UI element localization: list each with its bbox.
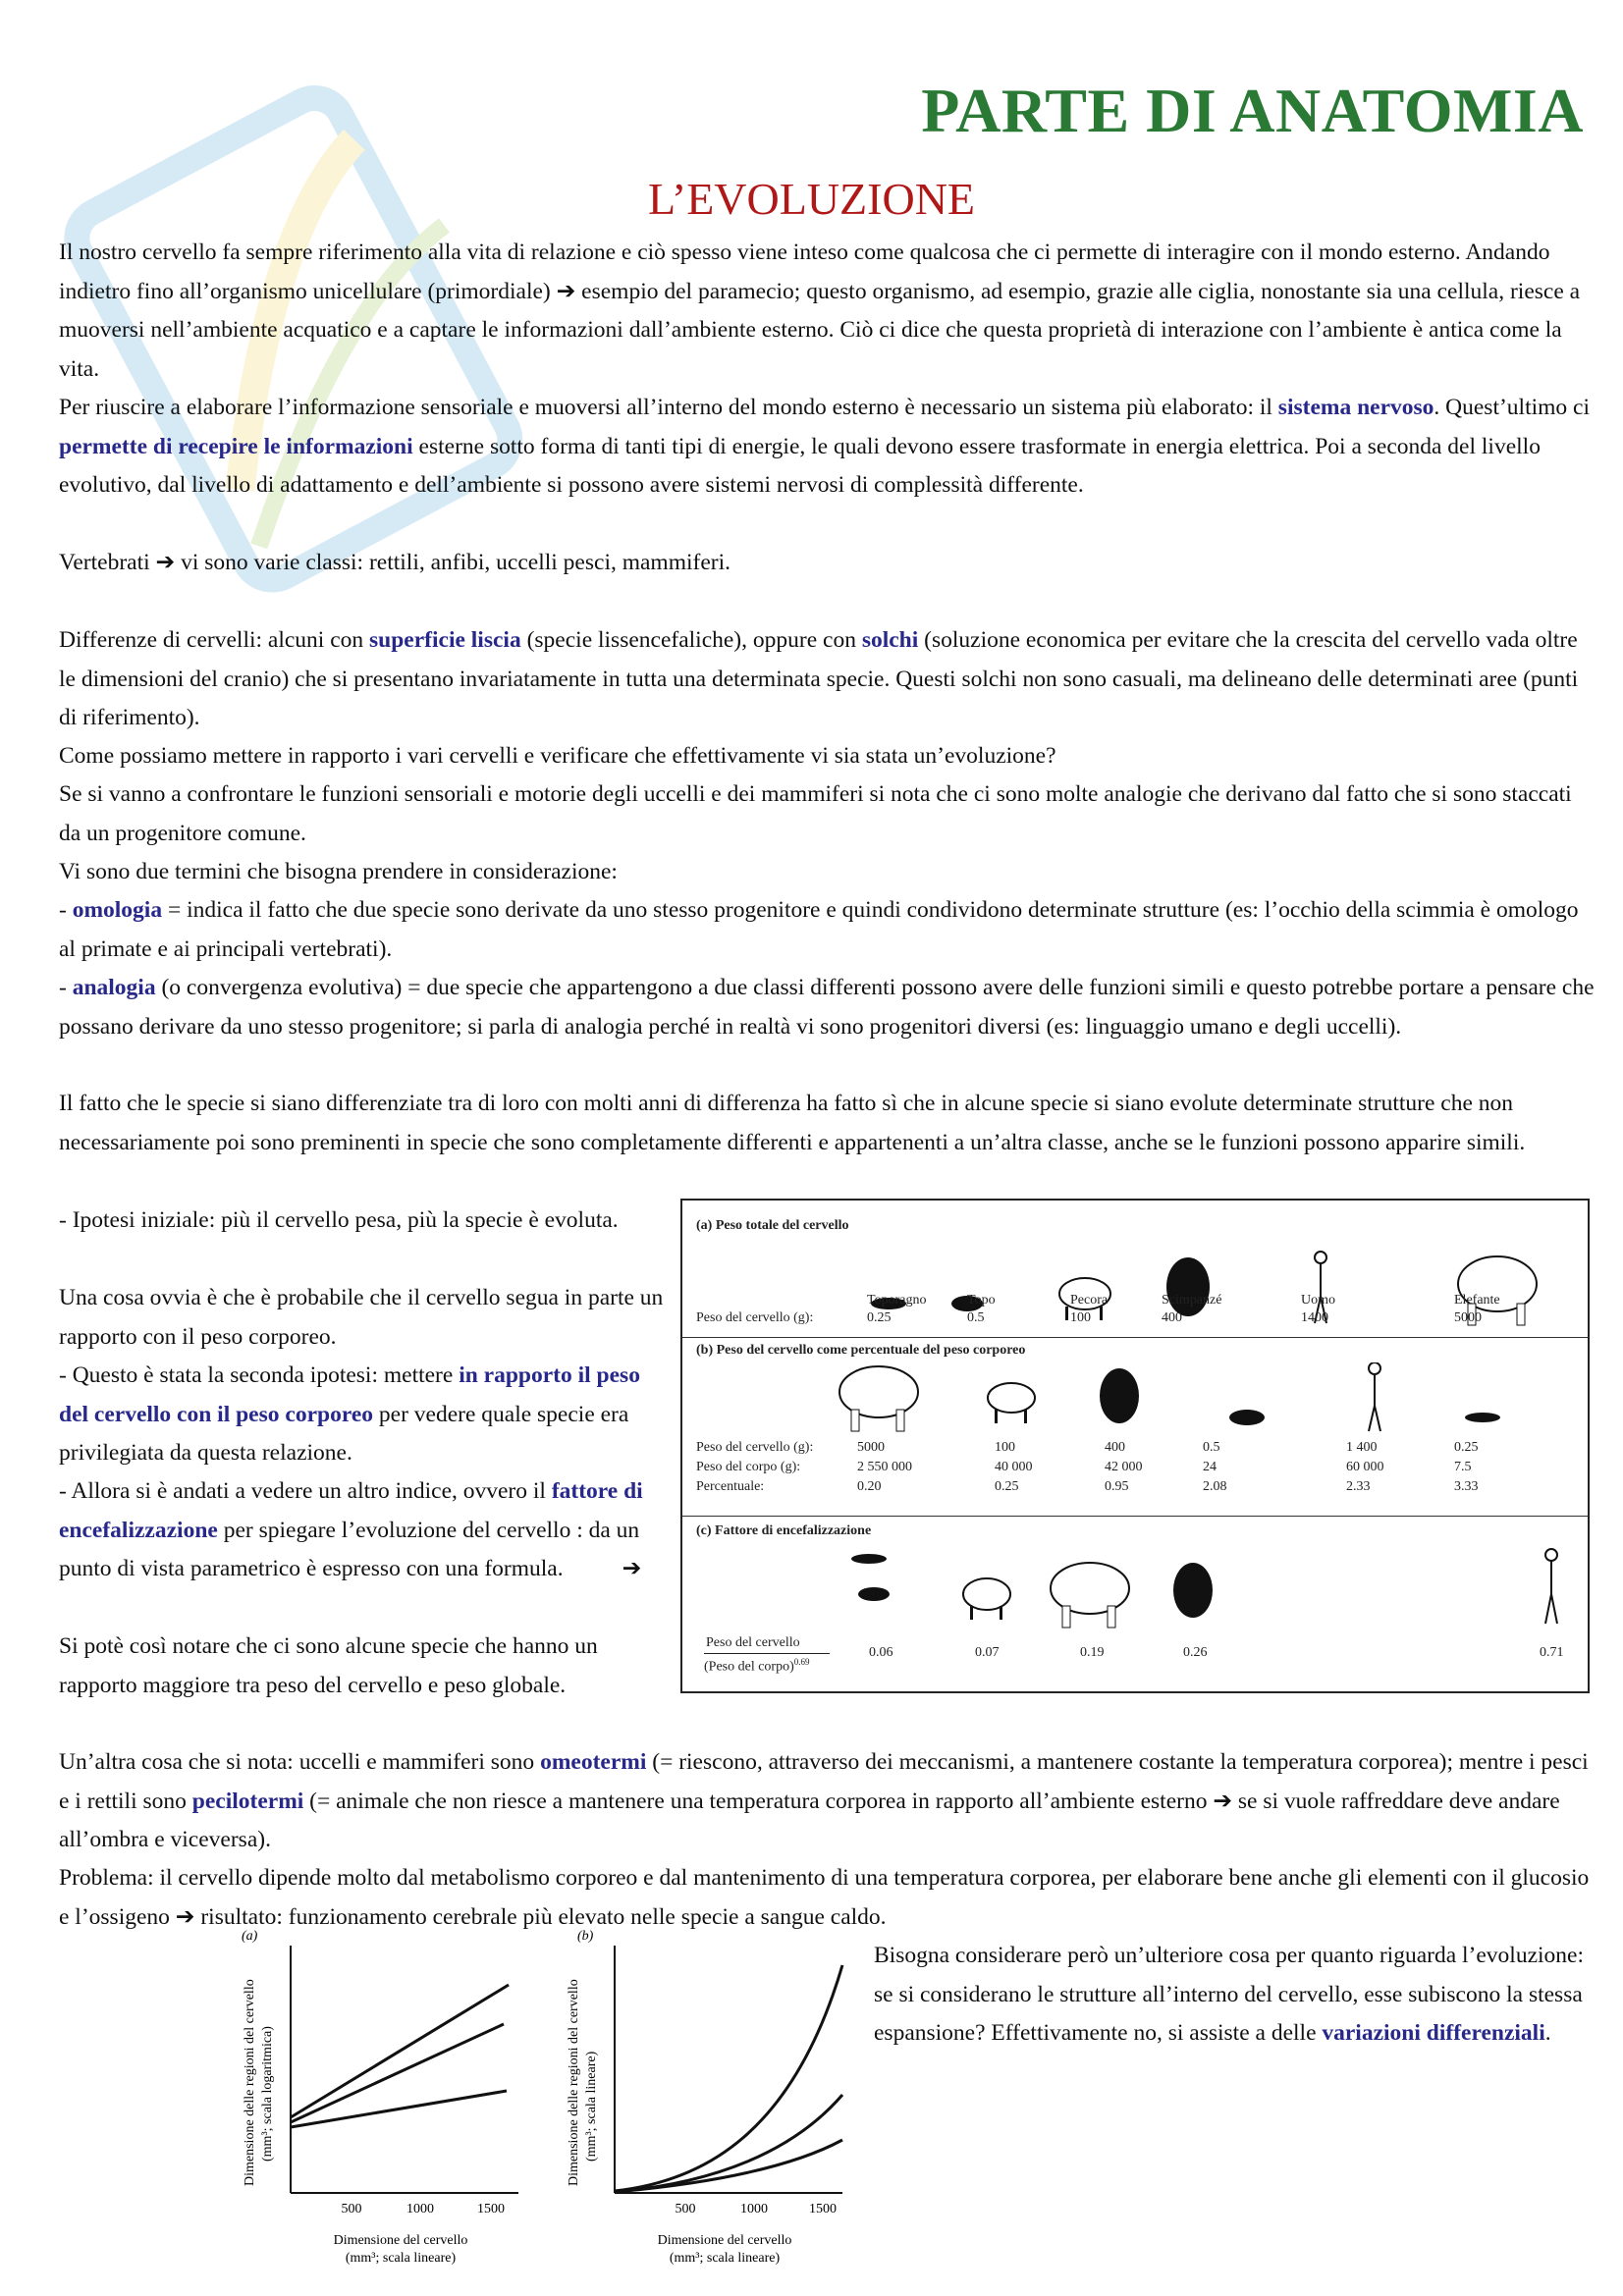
- x-tick-label: 500: [675, 2202, 696, 2216]
- value-cell: 0.95: [1105, 1479, 1129, 1494]
- paragraph-problema: Problema: il cervello dipende molto dal metabolismo corporeo e dal mantenimento di una temperatura corporea, per elaborare bene anche gli elementi con il glucosio e l’ossigeno ➔ risultato: funzionamento cerebrale più elevato nelle specie a sangue caldo.: [59, 1865, 1590, 1930]
- text: per spiegare l’evoluzione del cervello : da un punto di vista parametrico è espresso con una formula.: [59, 1517, 640, 1581]
- highlight-analogia: analogia: [72, 975, 156, 1000]
- paragraph-analogia: [59, 969, 1596, 1046]
- paragraph-omologia: [59, 891, 1596, 969]
- x-axis-label: Dimensione del cervello: [657, 2233, 792, 2248]
- paragraph-seconda-ipotesi: [59, 1357, 673, 1473]
- value-cell: 400: [1162, 1310, 1182, 1325]
- series-line: [291, 2024, 504, 2122]
- x-axis-label: (mm³; scala lineare): [669, 2251, 781, 2266]
- sheep-icon: [963, 1578, 1010, 1620]
- highlight-omologia: omologia: [72, 897, 163, 923]
- text: (o convergenza evolutiva) = due specie che appartengono a due classi differenti possono avere delle funzioni simili e questo potrebbe portare a pensare che possano derivare da uno stesso progenitore; si parla di analogia perché in realtà vi sono progenitori diversi (es: linguaggio umano e degli uccelli).: [59, 975, 1595, 1040]
- x-tick-label: 1500: [809, 2202, 837, 2216]
- highlight-solchi: solchi: [861, 627, 919, 653]
- species-label: Pecora: [1070, 1293, 1109, 1308]
- arrow-icon: ➔: [622, 1556, 642, 1581]
- text: (= riescono, attraverso dei meccanismi, a mantenere costante la temperatura corporea); mentre i pesci e i rettili sono: [59, 1749, 1589, 1814]
- chimp-icon: [1173, 1563, 1213, 1618]
- shrew-icon: [851, 1554, 887, 1564]
- y-axis-label: (mm³; scala lineare): [584, 2051, 599, 2162]
- value-cell: 0.06: [869, 1645, 893, 1660]
- value-cell: 0.25: [995, 1479, 1019, 1494]
- graph-right: [558, 1926, 862, 2274]
- paragraph-ipotesi-iniziale: - Ipotesi iniziale: più il cervello pesa, più la specie è evoluta.: [59, 1207, 619, 1233]
- value-cell: 1 400: [1346, 1440, 1378, 1455]
- paragraph-confronto: Se si vanno a confrontare le funzioni sensoriali e motorie degli uccelli e dei mammiferi si nota che ci sono molte analogie che derivano dal fatto che si sono staccati da un progenitore comune.: [59, 781, 1572, 846]
- value-cell: 0.5: [967, 1310, 985, 1325]
- paragraph-rapporto-maggiore: Si potè così notare che ci sono alcune specie che hanno un rapporto maggiore tra peso del cervello e peso globale.: [59, 1633, 598, 1698]
- y-axis-label: (mm³; scala logaritmica): [260, 2026, 275, 2162]
- highlight-fattore-encefalizzazione: fattore di encefalizzazione: [59, 1478, 643, 1543]
- value-cell: 7.5: [1454, 1460, 1472, 1474]
- chimp-icon: [1100, 1368, 1139, 1423]
- text: Differenze di cervelli: alcuni con: [59, 627, 370, 653]
- species-label: Toporagno: [867, 1293, 927, 1308]
- x-tick-label: 1000: [740, 2202, 768, 2216]
- highlight-pecilotermi: pecilotermi: [191, 1788, 304, 1814]
- panel-a-row-label: Peso del cervello (g):: [696, 1310, 814, 1325]
- y-axis-label: Dimensione delle regioni del cervello: [243, 1979, 257, 2186]
- graph-left: [234, 1926, 538, 2274]
- text: -: [59, 897, 73, 923]
- paragraph-termini: Vi sono due termini che bisogna prendere in considerazione:: [59, 859, 618, 884]
- highlight-rapporto-peso: in rapporto il peso del cervello con il peso corporeo: [59, 1362, 640, 1427]
- panel-a-title: (a) Peso totale del cervello: [696, 1218, 849, 1233]
- highlight-variazioni-differenziali: variazioni differenziali: [1322, 2020, 1545, 2046]
- species-label: Topo: [967, 1293, 996, 1308]
- section-title: L’EVOLUZIONE: [648, 174, 976, 224]
- value-cell: 60 000: [1346, 1460, 1384, 1474]
- row-label: Peso del corpo (g):: [696, 1460, 801, 1474]
- value-cell: 2.33: [1346, 1479, 1371, 1494]
- paragraph-nervous-system: [59, 389, 1596, 506]
- value-cell: 0.25: [867, 1310, 892, 1325]
- paragraph-encefalizzazione: [59, 1472, 673, 1589]
- panel-b: [682, 1337, 1588, 1517]
- value-cell: 5000: [857, 1440, 885, 1455]
- formula-denominator: [704, 1657, 810, 1676]
- value-cell: 1400: [1301, 1310, 1328, 1325]
- paragraph-variazioni: [874, 1937, 1591, 2054]
- formula-fraction-bar: [704, 1653, 830, 1654]
- species-label: Scimpanzé: [1162, 1293, 1222, 1308]
- text: .: [1544, 2020, 1551, 2046]
- elephant-icon: [1051, 1563, 1129, 1628]
- value-cell: 2.08: [1203, 1479, 1227, 1494]
- value-cell: 400: [1105, 1440, 1125, 1455]
- species-label: Elefante: [1454, 1293, 1500, 1308]
- value-cell: 0.07: [975, 1645, 1000, 1660]
- text: Per riuscire a elaborare l’informazione sensoriale e muoversi all’interno del mondo esterno è necessario un sistema più elaborato: il: [59, 395, 1278, 420]
- value-cell: 24: [1203, 1460, 1217, 1474]
- text: Un’altra cosa che si nota: uccelli e mammiferi sono: [59, 1749, 541, 1775]
- panel-c-title: (c) Fattore di encefalizzazione: [696, 1523, 872, 1538]
- panel-a: [682, 1201, 1588, 1338]
- value-cell: 2 550 000: [857, 1460, 912, 1474]
- paragraph-vertebrati: Vertebrati ➔ vi sono varie classi: rettili, anfibi, uccelli pesci, mammiferi.: [59, 550, 731, 575]
- value-cell: 100: [995, 1440, 1015, 1455]
- text: (soluzione economica per evitare che la crescita del cervello vada oltre le dimensioni del cranio) che si presentano invariatamente in tutta una determinata specie. Questi solchi non sono casuali, ma delineano delle determinati aree (punti di riferimento).: [59, 627, 1579, 730]
- panel-c: [682, 1516, 1588, 1690]
- mouse-icon: [1229, 1410, 1265, 1425]
- paragraph-peso-corporeo: Una cosa ovvia è che è probabile che il cervello segua in parte un rapporto con il peso corporeo.: [59, 1285, 664, 1350]
- text: per vedere quale specie era privilegiata da questa relazione.: [59, 1401, 629, 1466]
- x-tick-label: 500: [341, 2202, 362, 2216]
- text: - Questo è stata la seconda ipotesi: mettere: [59, 1362, 460, 1388]
- x-tick-label: 1000: [406, 2202, 434, 2216]
- panel-c-animals: [839, 1545, 1586, 1633]
- page-title: PARTE DI ANATOMIA: [921, 76, 1584, 145]
- graph-label: (b): [577, 1929, 594, 1944]
- text: = indica il fatto che due specie sono derivate da uno stesso progenitore e quindi condividono determinate strutture (es: l’occhio della scimmia è omologo al primate e ai principali vertebrati).: [59, 897, 1579, 962]
- text: . Quest’ultimo ci: [1434, 395, 1591, 420]
- graph-label: (a): [242, 1929, 258, 1944]
- species-label: Uomo: [1301, 1293, 1335, 1308]
- y-axis-label: Dimensione delle regioni del cervello: [567, 1979, 581, 2186]
- formula-exponent: 0.69: [793, 1657, 810, 1667]
- sheep-icon: [988, 1383, 1035, 1423]
- value-cell: 0.25: [1454, 1440, 1479, 1455]
- human-icon: [1369, 1362, 1380, 1431]
- formula-denominator-text: (Peso del corpo): [704, 1659, 794, 1675]
- value-cell: 0.5: [1203, 1440, 1220, 1455]
- x-tick-label: 1500: [477, 2202, 505, 2216]
- x-axis-label: Dimensione del cervello: [333, 2233, 468, 2248]
- highlight-sistema-nervoso: sistema nervoso: [1277, 395, 1434, 420]
- row-label: Percentuale:: [696, 1479, 765, 1494]
- x-axis-label: (mm³; scala lineare): [345, 2251, 457, 2266]
- elephant-icon: [839, 1366, 918, 1431]
- value-cell: 0.71: [1540, 1645, 1564, 1660]
- value-cell: 0.20: [857, 1479, 882, 1494]
- panel-b-animals: [830, 1362, 1576, 1433]
- highlight-superficie-liscia: superficie liscia: [369, 627, 521, 653]
- value-cell: 0.26: [1183, 1645, 1208, 1660]
- text: (= animale che non riesce a mantenere una temperatura corporea in rapporto all’ambiente esterno ➔ se si vuole raffreddare deve andare all’ombra e viceversa).: [59, 1788, 1560, 1852]
- paragraph-omeotermi: [59, 1743, 1596, 1860]
- value-cell: 3.33: [1454, 1479, 1479, 1494]
- value-cell: 100: [1070, 1310, 1091, 1325]
- mouse-icon: [858, 1587, 890, 1601]
- row-label: Peso del cervello (g):: [696, 1440, 814, 1455]
- text: -: [59, 975, 73, 1000]
- value-cell: 5000: [1454, 1310, 1482, 1325]
- paragraph-intro: Il nostro cervello fa sempre riferimento alla vita di relazione e ciò spesso viene inteso come qualcosa che ci permette di interagire con il mondo esterno. Andando indietro fino all’organismo unicellulare (primordiale) ➔ esempio del paramecio; questo organismo, ad esempio, grazie alle ciglia, nonostante sia una cellula, riesce a muoversi nell’ambiente acquatico e a captare le informazioni dall’ambiente esterno. Ciò ci dice che questa proprietà di interazione con l’ambiente è antica come la vita.: [59, 240, 1581, 382]
- text: esterne sotto forma di tanti tipi di energie, le quali devono essere trasformate in energia elettrica. Poi a seconda del livello evolutivo, dal livello di adattamento e dell’ambiente si possono avere sistemi nervosi di complessità differente.: [59, 433, 1541, 498]
- text: Bisogna considerare però un’ulteriore cosa per quanto riguarda l’evoluzione: se si considerano le strutture all’interno del cervello, esse subiscono la stessa espansione? Effettivamente no, si assiste a delle: [874, 1943, 1585, 2046]
- value-cell: 40 000: [995, 1460, 1033, 1474]
- shrew-icon: [1465, 1413, 1500, 1422]
- panel-b-title: (b) Peso del cervello come percentuale del peso corporeo: [696, 1343, 1026, 1358]
- text: (specie lissencefaliche), oppure con: [520, 627, 862, 653]
- value-cell: 0.19: [1080, 1645, 1105, 1660]
- highlight-omeotermi: omeotermi: [540, 1749, 647, 1775]
- paragraph-differenze: [59, 621, 1596, 738]
- series-curve: [615, 1965, 842, 2191]
- paragraph-question: Come possiamo mettere in rapporto i vari cervelli e verificare che effettivamente vi sia stata un’evoluzione?: [59, 743, 1056, 769]
- formula-numerator: Peso del cervello: [706, 1635, 800, 1650]
- text: - Allora si è andati a vedere un altro indice, ovvero il: [59, 1478, 552, 1504]
- figure-brain-weight: [680, 1199, 1590, 1693]
- paragraph-differenziazione: Il fatto che le specie si siano differenziate tra di loro con molti anni di differenza ha fatto sì che in alcune specie si siano evolute determinate strutture che non necessariamente poi sono preminenti in specie che sono completamente differenti e appartenenti a un’altra classe, anche se le funzioni possono apparire simili.: [59, 1091, 1526, 1155]
- value-cell: 42 000: [1105, 1460, 1143, 1474]
- human-icon: [1545, 1549, 1557, 1624]
- highlight-recepire: permette di recepire le informazioni: [59, 433, 413, 459]
